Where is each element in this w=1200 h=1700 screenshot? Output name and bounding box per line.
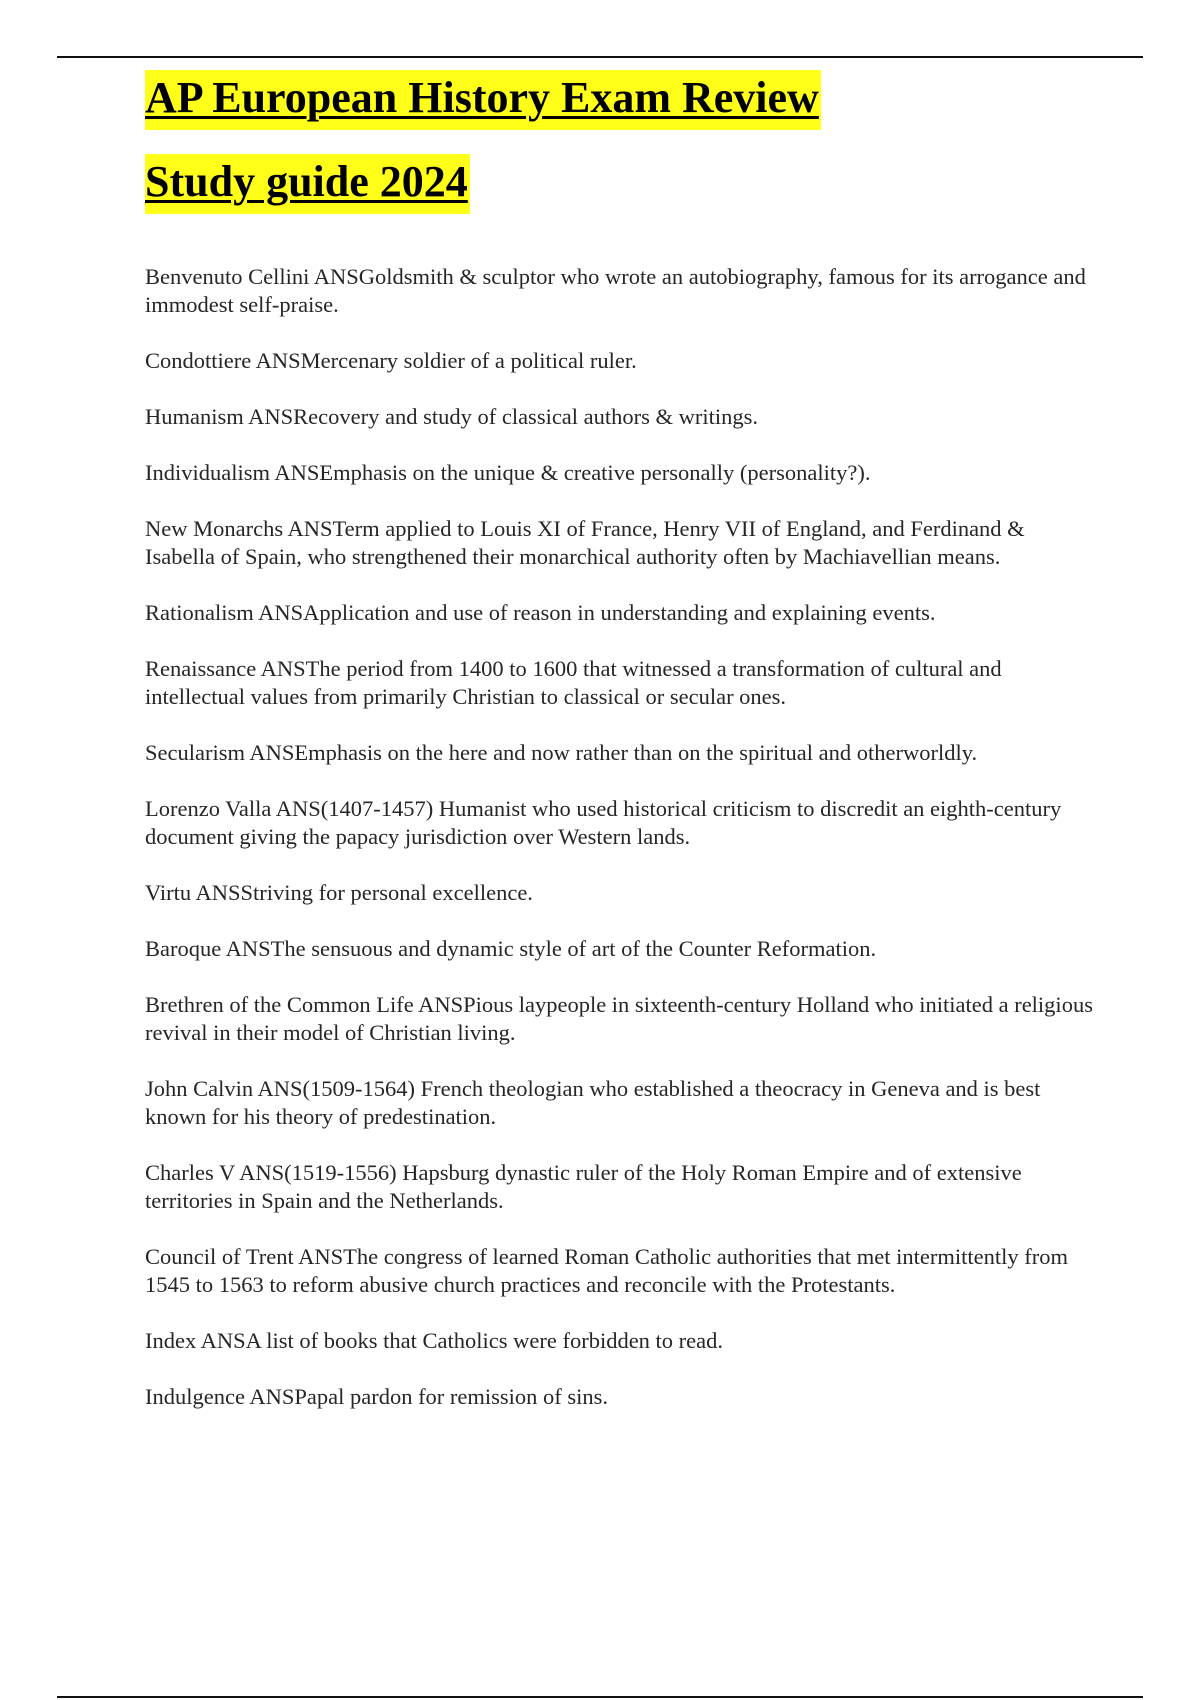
glossary-list [145, 263, 1095, 1439]
glossary-entry-condottiere: Condottiere ANSMercenary soldier of a political ruler. [145, 348, 637, 373]
glossary-entry-charles-v: Charles V ANS(1519-1556) Hapsburg dynastic ruler of the Holy Roman Empire and of extensive territories in Spain and the Netherlands. [145, 1160, 1022, 1213]
glossary-entry-council-of-trent: Council of Trent ANSThe congress of learned Roman Catholic authorities that met intermittently from 1545 to 1563 to reform abusive church practices and reconcile with the Protestants. [145, 1244, 1068, 1297]
glossary-entry-lorenzo-valla: Lorenzo Valla ANS(1407-1457) Humanist who used historical criticism to discredit an eighth-century document giving the papacy jurisdiction over Western lands. [145, 796, 1062, 849]
glossary-entry-humanism: Humanism ANSRecovery and study of classical authors & writings. [145, 404, 759, 429]
glossary-entry-brethren-common-life: Brethren of the Common Life ANSPious laypeople in sixteenth-century Holland who initiated a religious revival in their model of Christian living. [145, 992, 1093, 1045]
glossary-entry-baroque: Baroque ANSThe sensuous and dynamic style of art of the Counter Reformation. [145, 936, 877, 961]
title-line-2: Study guide 2024 [145, 154, 470, 214]
glossary-entry-index: Index ANSA list of books that Catholics were forbidden to read. [145, 1328, 724, 1353]
glossary-entry-renaissance: Renaissance ANSThe period from 1400 to 1600 that witnessed a transformation of cultural and intellectual values from primarily Christian to classical or secular ones. [145, 656, 1002, 709]
bottom-rule [57, 1696, 1143, 1698]
glossary-entry-rationalism: Rationalism ANSApplication and use of reason in understanding and explaining events. [145, 600, 936, 625]
title-line-1: AP European History Exam Review [145, 70, 821, 130]
glossary-entry-individualism: Individualism ANSEmphasis on the unique & creative personally (personality?). [145, 460, 871, 485]
glossary-entry-john-calvin: John Calvin ANS(1509-1564) French theologian who established a theocracy in Geneva and is best known for his theory of predestination. [145, 1076, 1041, 1129]
glossary-entry-new-monarchs: New Monarchs ANSTerm applied to Louis XI of France, Henry VII of England, and Ferdinand & Isabella of Spain, who strengthened their monarchical authority often by Machiavellian means. [145, 516, 1025, 569]
top-rule [57, 56, 1143, 58]
glossary-entry-indulgence: Indulgence ANSPapal pardon for remission of sins. [145, 1384, 609, 1409]
glossary-entry-secularism: Secularism ANSEmphasis on the here and now rather than on the spiritual and otherworldly. [145, 740, 978, 765]
glossary-entry-benvenuto-cellini: Benvenuto Cellini ANSGoldsmith & sculptor who wrote an autobiography, famous for its arrogance and immodest self-praise. [145, 264, 1086, 317]
glossary-entry-virtu: Virtu ANSStriving for personal excellence. [145, 880, 533, 905]
